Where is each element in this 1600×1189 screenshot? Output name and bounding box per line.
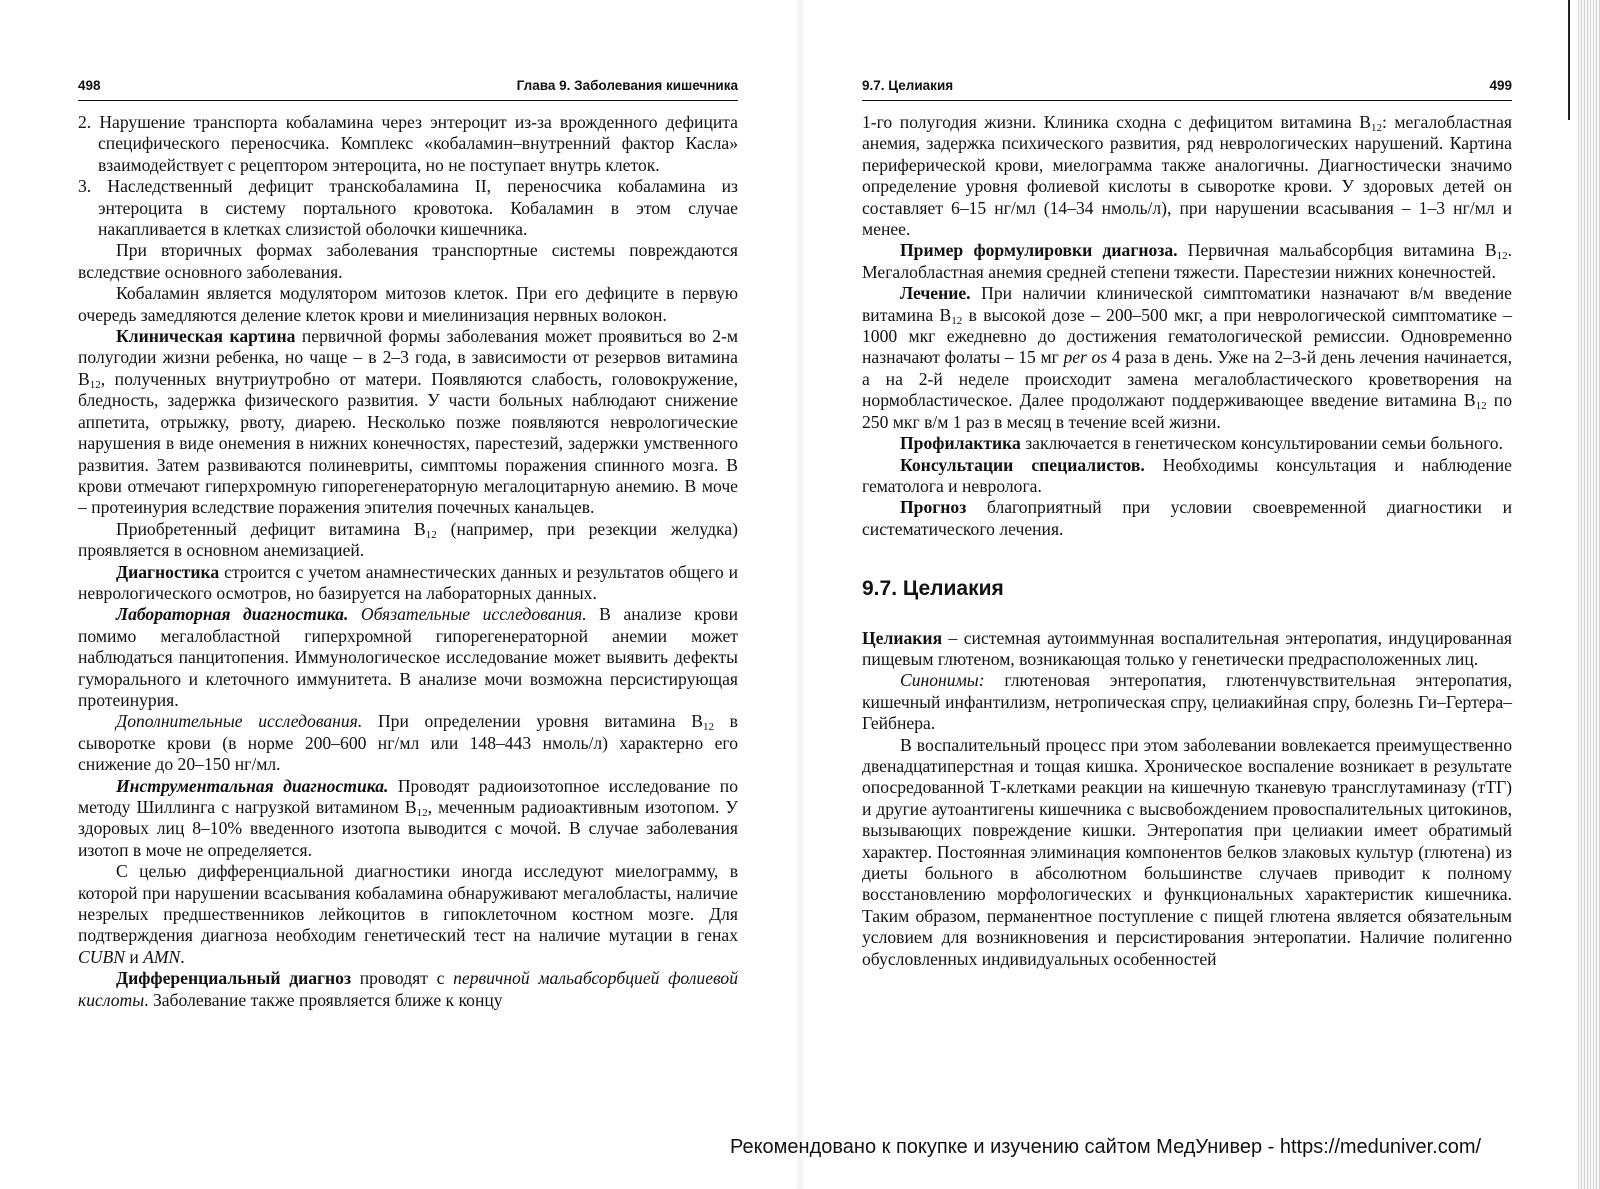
extra-text-b: в сыворотке крови (в норме 200–600 нг/мл или 148–443 нмоль/л) характерно его снижение до 20–150 нг/мл. bbox=[78, 711, 738, 775]
gene-end: . bbox=[180, 946, 185, 967]
instrumental-subscript: 12 bbox=[416, 807, 428, 819]
acquired-text-a: Приобретенный дефицит витамина B bbox=[116, 518, 426, 539]
left-page-number: 498 bbox=[78, 78, 101, 93]
list-item-3: 3. Наследственный дефицит транскобаламина II, переносчика кобаламина из энтероцита в систему портального кровотока. Кобаламин в этом случае накапливается в клетках слизистой оболочки кишечника. bbox=[78, 176, 738, 240]
paragraph-prophylaxis bbox=[862, 433, 1512, 454]
paragraph-clinical bbox=[78, 326, 738, 519]
chapter-header: Глава 9. Заболевания кишечника bbox=[516, 78, 738, 93]
treatment-subscript-1: 12 bbox=[951, 314, 963, 327]
gene-and: и bbox=[124, 946, 144, 967]
right-body-text bbox=[862, 112, 1512, 970]
celiac-heading: Целиакия bbox=[862, 627, 943, 648]
differential-text-a: проводят с bbox=[351, 968, 454, 989]
celiac-text: – системная аутоиммунная воспалительная энтеропатия, индуцированная пищевым глютеном, возникающая только у генетически предрасположенных лиц. bbox=[862, 627, 1512, 669]
paragraph-secondary: При вторичных формах заболевания транспортные системы повреждаются вследствие основного заболевания. bbox=[78, 240, 738, 282]
lab-italic: Обязательные исследования. bbox=[348, 604, 587, 625]
paragraph-differential bbox=[78, 968, 738, 1011]
treatment-text-c: 4 раза в день. Уже на 2–3-й день лечения начинается, а на 2-й неделе происходит замена мегалобластического кроветворения на нормобластическое. Далее продолжают поддерживающее введение витамина B bbox=[862, 347, 1512, 411]
consultation-text: Необходимы консультация и наблюдение гематолога и невролога. bbox=[862, 454, 1512, 496]
acquired-subscript: 12 bbox=[425, 528, 437, 541]
extra-text-a: При определении уровня витамина B bbox=[362, 711, 703, 732]
acquired-text-b: (например, при резекции желудка) проявляется в основном анемизацией. bbox=[78, 518, 738, 561]
example-heading: Пример формулировки диагноза. bbox=[900, 240, 1178, 261]
synonyms-label: Синонимы: bbox=[900, 670, 985, 691]
paragraph-cobalamin: Кобаламин является модулятором митозов клеток. При его дефиците в первую очередь замедляются деление клеток крови и миелинизация нервных волокон. bbox=[78, 283, 738, 325]
right-page bbox=[810, 0, 1600, 1189]
continuation-text-b: : мегалобластная анемия, задержка психического развития, ряд неврологических нарушений. Картина периферической крови, миелограмма также аналогичны. Диагностически значимо определение уровня фолиевой кислоты в сыворотке крови. У здоровых детей он составляет 6–15 нг/мл (14–34 нмоль/л), при нарушении всасывания – 1–3 нг/мл и менее. bbox=[862, 112, 1512, 240]
section-title: 9.7. Целиакия bbox=[862, 577, 1004, 601]
book-gutter bbox=[795, 0, 805, 1189]
paragraph-lab bbox=[78, 604, 738, 711]
paragraph-consultation bbox=[862, 455, 1512, 498]
example-text-a: Первичная мальабсорбция витамина B bbox=[1177, 240, 1497, 261]
paragraph-example bbox=[862, 240, 1512, 283]
clinical-text-a: первичной формы заболевания может проявиться во 2-м полугодии жизни ребенка, но чаще – в 2–3 года, в зависимости от резервов витамина B bbox=[78, 326, 739, 389]
paragraph-celiac-definition bbox=[862, 628, 1512, 671]
right-page-number: 499 bbox=[1489, 78, 1512, 93]
diagnostics-text: строится с учетом анамнестических данных и результатов общего и неврологического осмотров, но базируется на лабораторных данных. bbox=[78, 561, 738, 603]
paragraph-instrumental bbox=[78, 776, 738, 862]
treatment-text-d: по 250 мкг в/м 1 раз в месяц в течение всей жизни. bbox=[862, 390, 1512, 432]
scan-edge bbox=[1578, 0, 1600, 1189]
gene-amn: AMN bbox=[143, 946, 181, 967]
continuation-text-a: 1-го полугодия жизни. Клиника сходна с дефицитом витамина B bbox=[862, 112, 1371, 132]
example-subscript: 12 bbox=[1496, 250, 1508, 263]
prognosis-text: благоприятный при условии своевременной диагностики и систематического лечения. bbox=[862, 497, 1512, 539]
synonyms-text: глютеновая энтеропатия, глютенчувствительная энтеропатия, кишечный инфантилизм, нетропическая спру, целиакийная спру, болезнь Ги–Гертера–Гейбнера. bbox=[862, 670, 1512, 734]
extra-subscript: 12 bbox=[702, 721, 714, 734]
right-running-head bbox=[862, 78, 1512, 101]
differential-text-b: . Заболевание также проявляется ближе к концу bbox=[144, 989, 503, 1010]
paragraph-synonyms bbox=[862, 670, 1512, 734]
section-header: 9.7. Целиакия bbox=[862, 78, 954, 93]
continuation-subscript: 12 bbox=[1370, 122, 1382, 134]
differential-italic: первичной мальабсорбцией фолиевой кислоты bbox=[78, 968, 739, 1010]
paragraph-myelogram bbox=[78, 861, 738, 968]
treatment-text-a: При наличии клинической симптоматики назначают в/м введение витамина B bbox=[862, 283, 1512, 325]
example-text-b: . Мегалобластная анемия средней степени тяжести. Парестезии нижних конечностей. bbox=[862, 240, 1513, 282]
lab-text: В анализе крови помимо мегалобластной гиперхромной гипорегенераторной анемии может наблюдаться панцитопения. Иммунологическое исследование может выявить дефекты гуморального и клеточного иммунитета. В анализе мочи возможна персистирующая протеинурия. bbox=[78, 604, 739, 710]
left-page bbox=[0, 0, 790, 1189]
paragraph-diagnostics bbox=[78, 562, 738, 605]
paragraph-continuation bbox=[862, 112, 1512, 240]
instrumental-text-b: , меченным радиоактивным изотопом. У здоровых лиц 8–10% введенного изотопа выводится с мочой. В случае заболевания изотоп в моче не определяется. bbox=[78, 797, 739, 860]
prophylaxis-heading: Профилактика bbox=[900, 433, 1021, 454]
prophylaxis-text: заключается в генетическом консультировании семьи больного. bbox=[1020, 433, 1503, 454]
consultation-heading: Консультации специалистов. bbox=[900, 454, 1145, 475]
myelogram-text: С целью дифференциальной диагностики иногда исследуют миелограмму, в которой при нарушении всасывания кобаламина обнаруживают мегалобласты, наличие незрелых предшественников лейкоцитов в гипоклеточном костном мозге. Для подтверждения диагноза необходим генетический тест на наличие мутации в генах bbox=[78, 861, 738, 946]
paragraph-extra bbox=[78, 711, 738, 775]
treatment-italic: per os bbox=[1063, 347, 1108, 368]
gene-cubn: CUBN bbox=[78, 946, 125, 967]
left-running-head bbox=[78, 78, 738, 101]
page-edge-line bbox=[1568, 0, 1570, 120]
diagnostics-heading: Диагностика bbox=[116, 561, 220, 582]
clinical-text-b: , полученных внутриутробно от матери. Появляются слабость, головокружение, бледность, задержка физического развития. У части больных наблюдают снижение аппетита, отрыжку, рвоту, диарею. Несколько позже появляются неврологические нарушения в виде онемения в нижних конечностях, парестезий, задержки умственного развития. Затем развиваются полиневриты, симптомы поражения спинного мозга. В крови отмечают гиперхромную гипорегенераторную мегалоцитарную анемию. В моче – протеинурия вследствие поражения эпителия почечных канальцев. bbox=[78, 368, 738, 518]
treatment-heading: Лечение. bbox=[900, 283, 971, 304]
treatment-text-b: в высокой дозе – 200–500 мкг, а при неврологической симптоматике – 1000 мкг ежедневно до достижения гематологической ремиссии. Одновременно назначают фолаты – 15 мг bbox=[862, 304, 1513, 368]
differential-heading: Дифференциальный диагноз bbox=[116, 968, 352, 989]
paragraph-process: В воспалительный процесс при этом заболевании вовлекается преимущественно двенадцатиперстная и тощая кишка. Хроническое воспаление возникает в результате опосредованной Т-клетками реакции на кишечную тканевую трансглутаминазу (тТГ) и другие аутоантигены кишечника с высвобождением провоспалительных цитокинов, вызывающих повреждение кишки. Энтеропатия при целиакии имеет обратимый характер. Постоянная элиминация компонентов белков злаковых культур (глютена) из диеты больного в абсолютном большинстве случаев приводит к полному восстановлению морфологических и функциональных характеристик кишечника. Таким образом, перманентное поступление с пищей глютена является обязательным условием для возникновения и персистирования энтеропатии. Наличие полигенно обусловленных индивидуальных особенностей bbox=[862, 734, 1512, 969]
instrumental-text-a: Проводят радиоизотопное исследование по методу Шиллинга с нагрузкой витамином B bbox=[78, 775, 738, 817]
prognosis-heading: Прогноз bbox=[900, 497, 967, 518]
left-body-text bbox=[78, 112, 738, 1011]
clinical-subscript: 12 bbox=[89, 378, 101, 391]
instrumental-heading: Инструментальная диагностика. bbox=[116, 775, 389, 796]
paragraph-treatment bbox=[862, 283, 1512, 433]
footer-recommendation: Рекомендовано к покупке и изучению сайтом МедУнивер - https://meduniver.com/ bbox=[730, 1136, 1482, 1158]
paragraph-prognosis bbox=[862, 497, 1512, 540]
clinical-heading: Клиническая картина bbox=[116, 326, 296, 347]
treatment-subscript-2: 12 bbox=[1475, 400, 1487, 413]
paragraph-acquired bbox=[78, 519, 738, 562]
lab-heading: Лабораторная диагностика. bbox=[116, 604, 349, 625]
list-item-2: 2. Нарушение транспорта кобаламина через энтероцит из-за врожденного дефицита специфического переносчика. Комплекс «кобаламин–внутренний фактор Касла» взаимодействует с рецептором энтероцита, но не поступает внутрь клеток. bbox=[78, 112, 738, 175]
extra-italic: Дополнительные исследования. bbox=[116, 711, 363, 732]
